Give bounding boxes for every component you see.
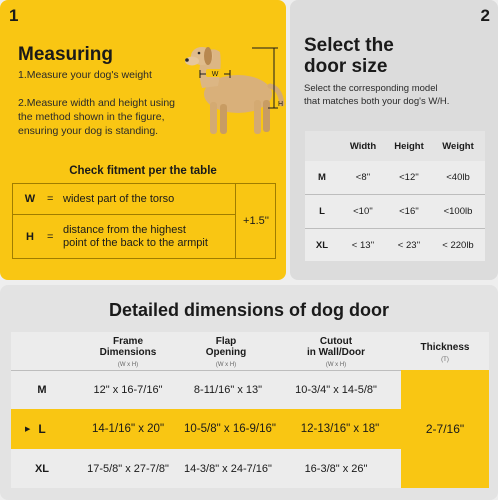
width-label: W	[211, 71, 219, 78]
header-cutout	[281, 336, 391, 371]
row-size: L	[38, 422, 46, 436]
details-title: Detailed dimensions of dog door	[108, 300, 389, 320]
size-label: L	[319, 206, 325, 217]
door-size-title-l1: Select the	[304, 35, 394, 56]
row-marker-icon: ▶	[25, 426, 31, 433]
header-frame-l2: Dimensions	[99, 347, 157, 358]
fitment-row-width	[13, 184, 235, 215]
measuring-panel	[0, 0, 286, 280]
header-cutout-sub: (W x H)	[325, 362, 347, 368]
size-weight: <40lb	[446, 172, 470, 183]
row-flap: 8-11/16" x 13"	[193, 384, 263, 396]
header-frame-sub: (W x H)	[117, 362, 139, 368]
row-frame: 12" x 16-7/16"	[93, 384, 163, 396]
size-label: XL	[315, 239, 329, 251]
dimensions-table	[11, 332, 489, 488]
size-weight: < 220lb	[442, 239, 474, 251]
row-cutout: 10-3/4" x 14-5/8"	[295, 384, 377, 396]
instruction-weight: 1.Measure your dog's weight	[18, 69, 152, 81]
measuring-title: Measuring	[18, 44, 114, 65]
fitment-desc-l2: point of the back to the armpit	[63, 237, 208, 249]
size-width: <10''	[353, 206, 373, 217]
row-frame: 14-1/16" x 20"	[91, 423, 165, 435]
row-flap: 10-5/8" x 16-9/16"	[184, 423, 276, 435]
size-height: < 23''	[397, 239, 421, 251]
header-flap-l2: Opening	[205, 347, 247, 358]
fitment-eq: =	[47, 193, 54, 205]
row-flap: 14-3/8" x 24-7/16"	[184, 462, 272, 475]
fitment-table	[12, 183, 276, 259]
size-width: < 13''	[351, 239, 375, 251]
header-frame	[73, 336, 183, 371]
dog-illustration	[182, 28, 286, 146]
header-flap	[173, 336, 279, 371]
size-height: <12''	[399, 172, 419, 183]
step-number: 1	[9, 6, 19, 25]
header-frame-l1: Frame	[112, 336, 143, 347]
fitment-row-height	[13, 215, 235, 259]
header-cutout-l1: Cutout	[319, 336, 353, 347]
header-height: Height	[394, 140, 424, 152]
fitment-eq: =	[47, 231, 54, 243]
instruction-measure-l3: ensuring your dog is standing.	[18, 125, 159, 137]
thickness-value: 2-7/16"	[401, 370, 489, 488]
door-size-desc-l1: Select the corresponding model	[304, 83, 438, 94]
row-frame: 17-5/8" x 27-7/8"	[87, 462, 169, 475]
header-flap-sub: (W x H)	[215, 362, 237, 368]
door-size-title-l2: door size	[304, 56, 388, 77]
size-table	[305, 131, 485, 261]
header-thickness	[401, 342, 489, 366]
header-width: Width	[349, 140, 377, 152]
fitment-key: H	[26, 231, 34, 243]
header-weight: Weight	[442, 140, 474, 152]
fitment-key: W	[24, 193, 36, 205]
size-height: <16''	[399, 206, 419, 217]
door-size-desc-l2: that matches both your dog's W/H.	[304, 96, 450, 107]
header-thickness-sub: (T)	[441, 357, 449, 363]
row-cutout: 12-13/16" x 18"	[300, 423, 380, 435]
instruction-measure-l1: 2.Measure width and height using	[18, 97, 176, 109]
row-size: M	[37, 384, 47, 396]
step-number: 2	[480, 6, 490, 25]
header-flap-l1: Flap	[215, 336, 237, 347]
row-size: XL	[34, 462, 50, 475]
height-label: H	[278, 101, 284, 108]
header-cutout-l2: in Wall/Door	[307, 347, 365, 358]
tolerance-value: +1.5''	[243, 215, 269, 227]
door-size-panel	[290, 0, 498, 280]
header-thickness-l1: Thickness	[420, 342, 470, 353]
size-width: <8''	[355, 172, 371, 183]
fitment-desc	[57, 224, 208, 250]
fitment-desc-l1: distance from the highest	[63, 224, 186, 236]
instruction-measure-l2: the method shown in the figure,	[18, 111, 165, 123]
size-label: M	[318, 172, 326, 183]
fitment-desc: widest part of the torso	[63, 192, 175, 205]
fitment-title: Check fitment per the table	[69, 165, 217, 177]
row-cutout: 16-3/8" x 26"	[304, 462, 368, 475]
size-weight: <100lb	[443, 206, 473, 217]
